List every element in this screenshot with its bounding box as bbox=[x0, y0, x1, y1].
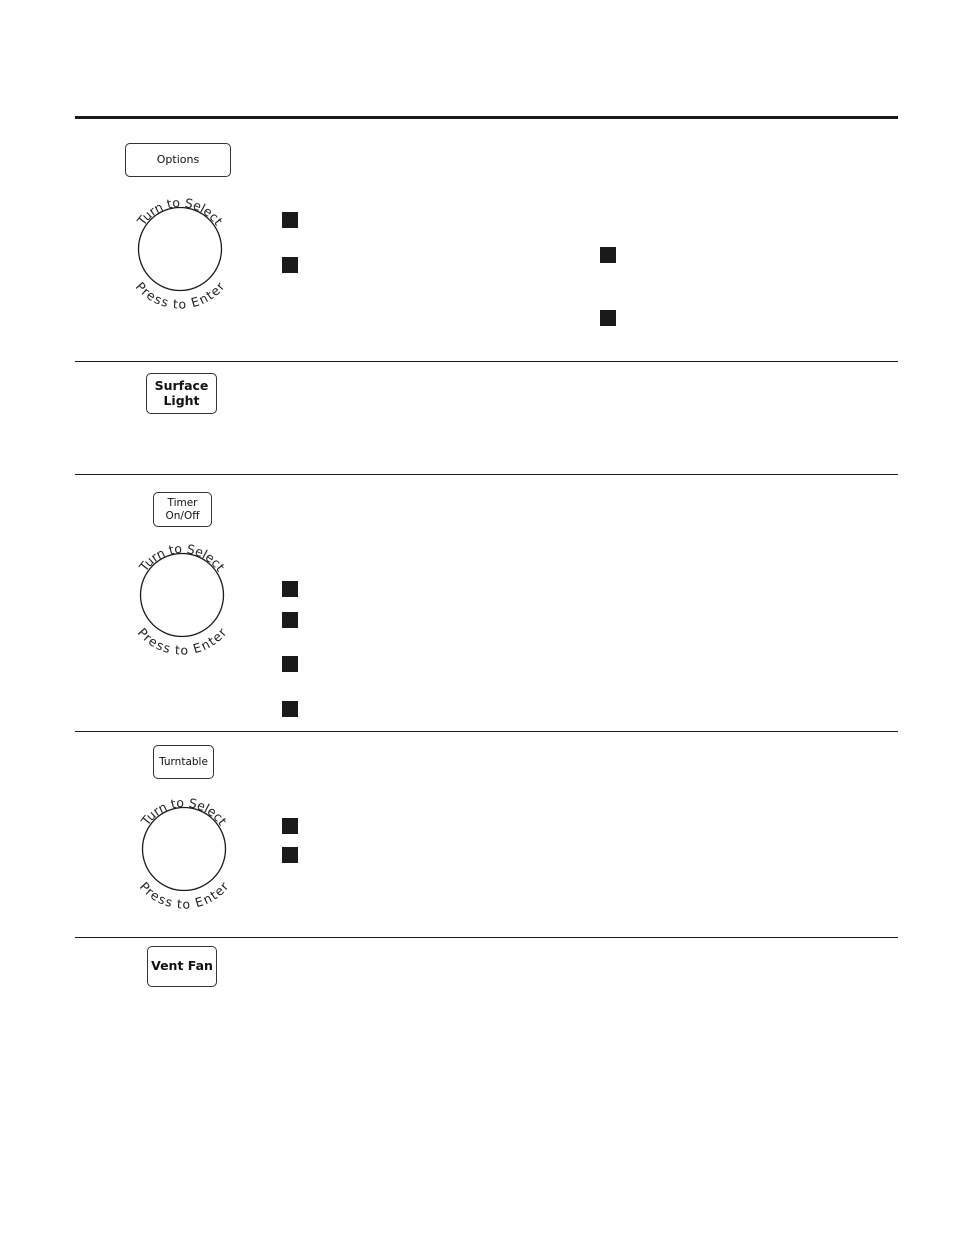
turntable-button-label: Turntable bbox=[159, 755, 208, 768]
black-square-icon bbox=[282, 818, 298, 834]
press-to-enter-label: Press to Enter bbox=[132, 278, 228, 312]
section-divider bbox=[75, 937, 898, 938]
section-divider-top bbox=[75, 116, 898, 119]
press-to-enter-label: Press to Enter bbox=[134, 624, 230, 658]
timer-label-line2: On/Off bbox=[165, 509, 200, 522]
turn-to-select-label: Turn to Select bbox=[134, 194, 227, 229]
black-square-icon bbox=[282, 656, 298, 672]
selector-knob-icon[interactable] bbox=[125, 185, 235, 315]
surface-light-label-line1: Surface bbox=[154, 378, 209, 394]
turn-to-select-label: Turn to Select bbox=[136, 540, 229, 575]
section-divider bbox=[75, 361, 898, 362]
vent-fan-button[interactable] bbox=[147, 946, 217, 987]
timer-on-off-button[interactable] bbox=[153, 492, 212, 527]
black-square-icon bbox=[282, 701, 298, 717]
surface-light-button[interactable] bbox=[146, 373, 217, 414]
selector-knob-icon[interactable] bbox=[129, 785, 239, 915]
options-button[interactable] bbox=[125, 143, 231, 177]
black-square-icon bbox=[282, 257, 298, 273]
black-square-icon bbox=[600, 247, 616, 263]
timer-label-line1: Timer bbox=[167, 497, 198, 510]
black-square-icon bbox=[600, 310, 616, 326]
section-divider bbox=[75, 731, 898, 732]
turn-to-select-label: Turn to Select bbox=[138, 794, 231, 829]
surface-light-label-line2: Light bbox=[163, 392, 200, 408]
vent-fan-button-label: Vent Fan bbox=[151, 958, 213, 974]
black-square-icon bbox=[282, 612, 298, 628]
press-to-enter-label: Press to Enter bbox=[136, 878, 232, 912]
black-square-icon bbox=[282, 847, 298, 863]
options-button-label: Options bbox=[156, 152, 200, 166]
selector-knob-icon[interactable] bbox=[127, 531, 237, 661]
turntable-button[interactable] bbox=[153, 745, 214, 779]
black-square-icon bbox=[282, 212, 298, 228]
black-square-icon bbox=[282, 581, 298, 597]
section-divider bbox=[75, 474, 898, 475]
